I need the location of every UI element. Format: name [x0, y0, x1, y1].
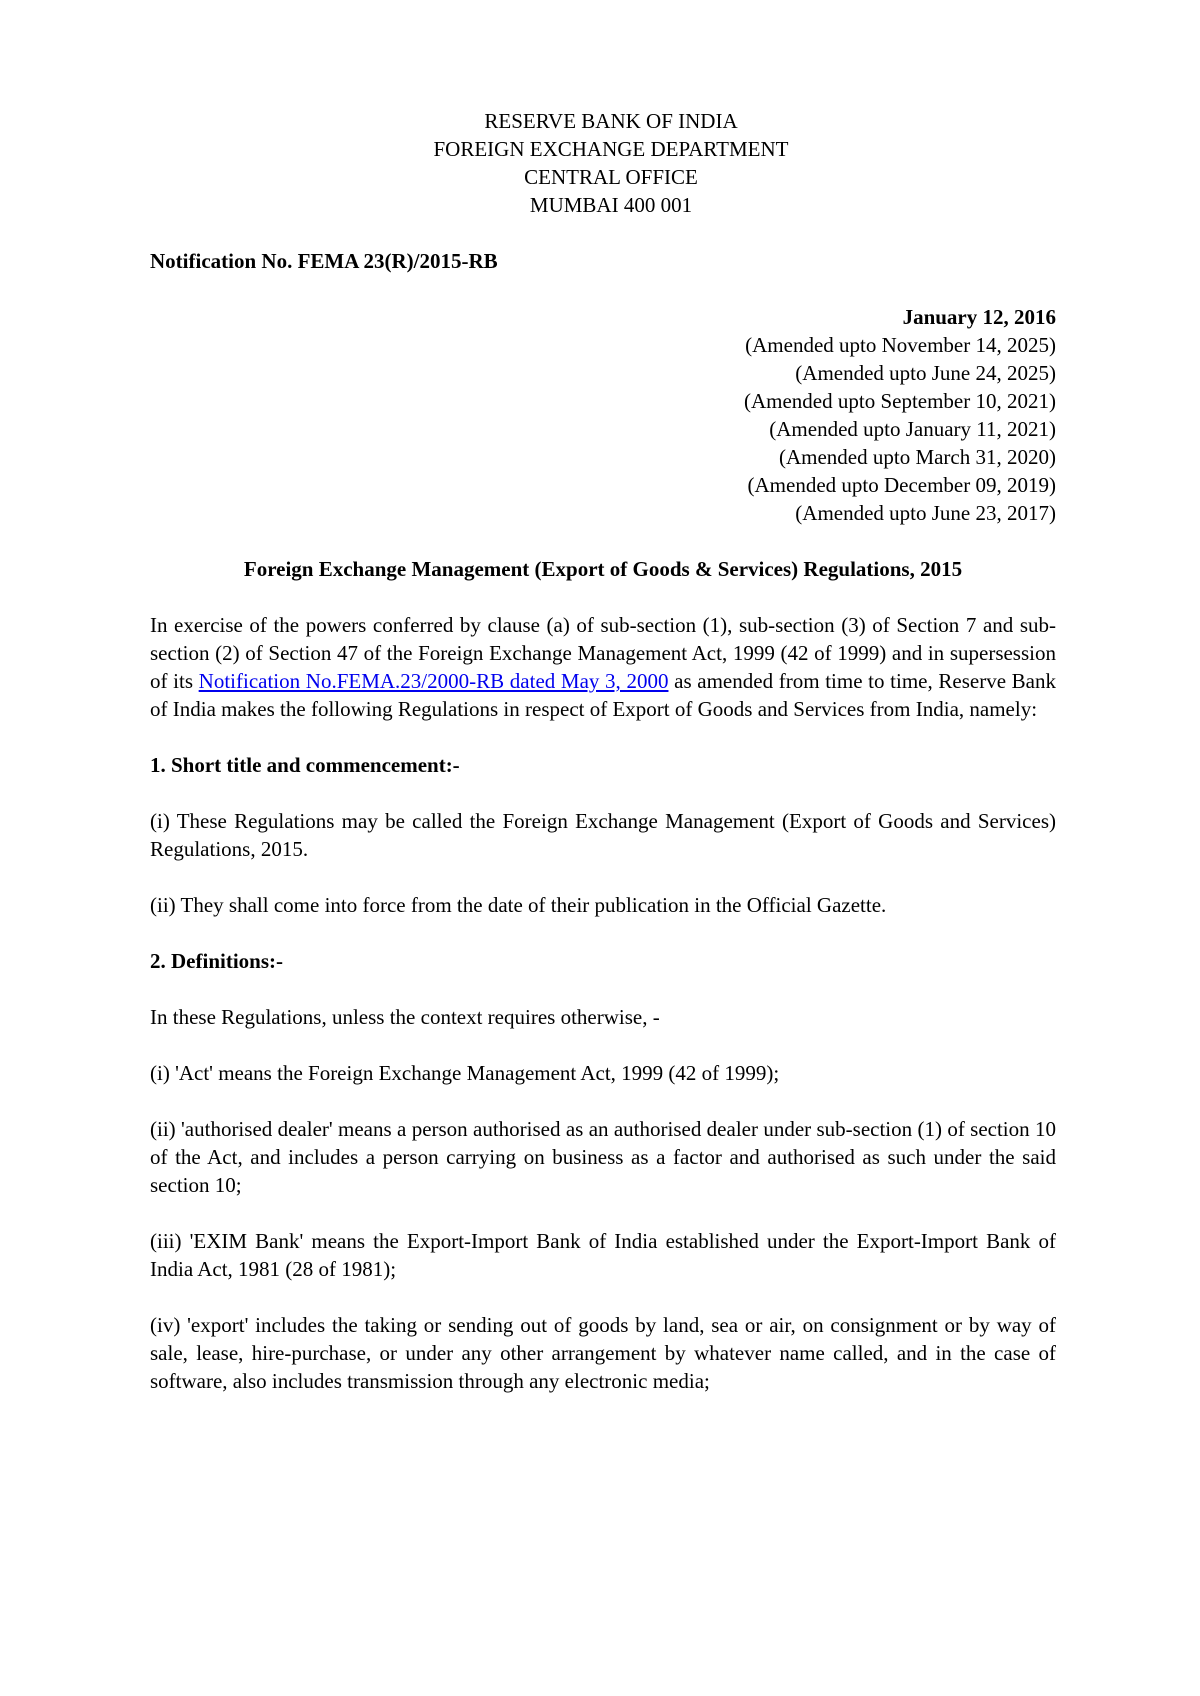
header-department: FOREIGN EXCHANGE DEPARTMENT [433, 137, 789, 161]
definition-export: (iv) 'export' includes the taking or sending out of goods by land, sea or air, on consignment or by way of sale, lease, hire-purchase, or under any other arrangement by whatever name called, and in the case of software, also includes transmission through any electronic media; [150, 1313, 1056, 1393]
section-2-intro: In these Regulations, unless the context requires otherwise, - [150, 1005, 660, 1029]
amendment-line: (Amended upto March 31, 2020) [778, 445, 1056, 469]
notification-link[interactable]: Notification No.FEMA.23/2000-RB dated May 3, 2000 [198, 669, 669, 693]
definition-act: (i) 'Act' means the Foreign Exchange Management Act, 1999 (42 of 1999); [150, 1061, 780, 1085]
preamble-paragraph [150, 611, 1056, 723]
amendment-line: (Amended upto June 23, 2017) [795, 501, 1056, 525]
section-2-heading: 2. Definitions:- [150, 949, 283, 973]
definition-authorised-dealer: (ii) 'authorised dealer' means a person authorised as an authorised dealer under sub-section (1) of section 10 of the Act, and includes a person carrying on business as a factor and authorised as such under the said section 10; [150, 1117, 1056, 1197]
definition-exim-bank: (iii) 'EXIM Bank' means the Export-Import Bank of India established under the Export-Import Bank of India Act, 1981 (28 of 1981); [150, 1229, 1056, 1281]
regulation-title: Foreign Exchange Management (Export of Goods & Services) Regulations, 2015 [243, 557, 963, 581]
amendment-line: (Amended upto November 14, 2025) [745, 333, 1056, 357]
document-header [166, 107, 1056, 219]
notification-date: January 12, 2016 [902, 305, 1056, 329]
section-1-heading: 1. Short title and commencement:- [150, 753, 460, 777]
amendment-line: (Amended upto January 11, 2021) [769, 417, 1056, 441]
header-bank-name: RESERVE BANK OF INDIA [484, 109, 738, 133]
header-city: MUMBAI 400 001 [529, 193, 693, 217]
section-1-clause-ii: (ii) They shall come into force from the date of their publication in the Official Gazette. [150, 893, 887, 917]
dates-block [150, 303, 1056, 527]
notification-number: Notification No. FEMA 23(R)/2015-RB [150, 249, 498, 273]
preamble-text-start: In exercise of the powers conferred by clause (a) of sub-section (1), sub-section (3) of Section 7 and sub-section (2) of Section 47 of the Foreign Exchange Management Act, 1999 (42 of 1999) and in supersession of its [150, 613, 1056, 693]
header-office: CENTRAL OFFICE [524, 165, 698, 189]
amendment-line: (Amended upto June 24, 2025) [795, 361, 1056, 385]
amendment-line: (Amended upto September 10, 2021) [743, 389, 1056, 413]
section-1-clause-i: (i) These Regulations may be called the Foreign Exchange Management (Export of Goods and Services) Regulations, 2015. [150, 809, 1056, 861]
preamble-text-end: as amended from time to time, Reserve Bank of India makes the following Regulations in respect of Export of Goods and Services from India, namely: [150, 669, 1056, 721]
amendment-line: (Amended upto December 09, 2019) [747, 473, 1056, 497]
